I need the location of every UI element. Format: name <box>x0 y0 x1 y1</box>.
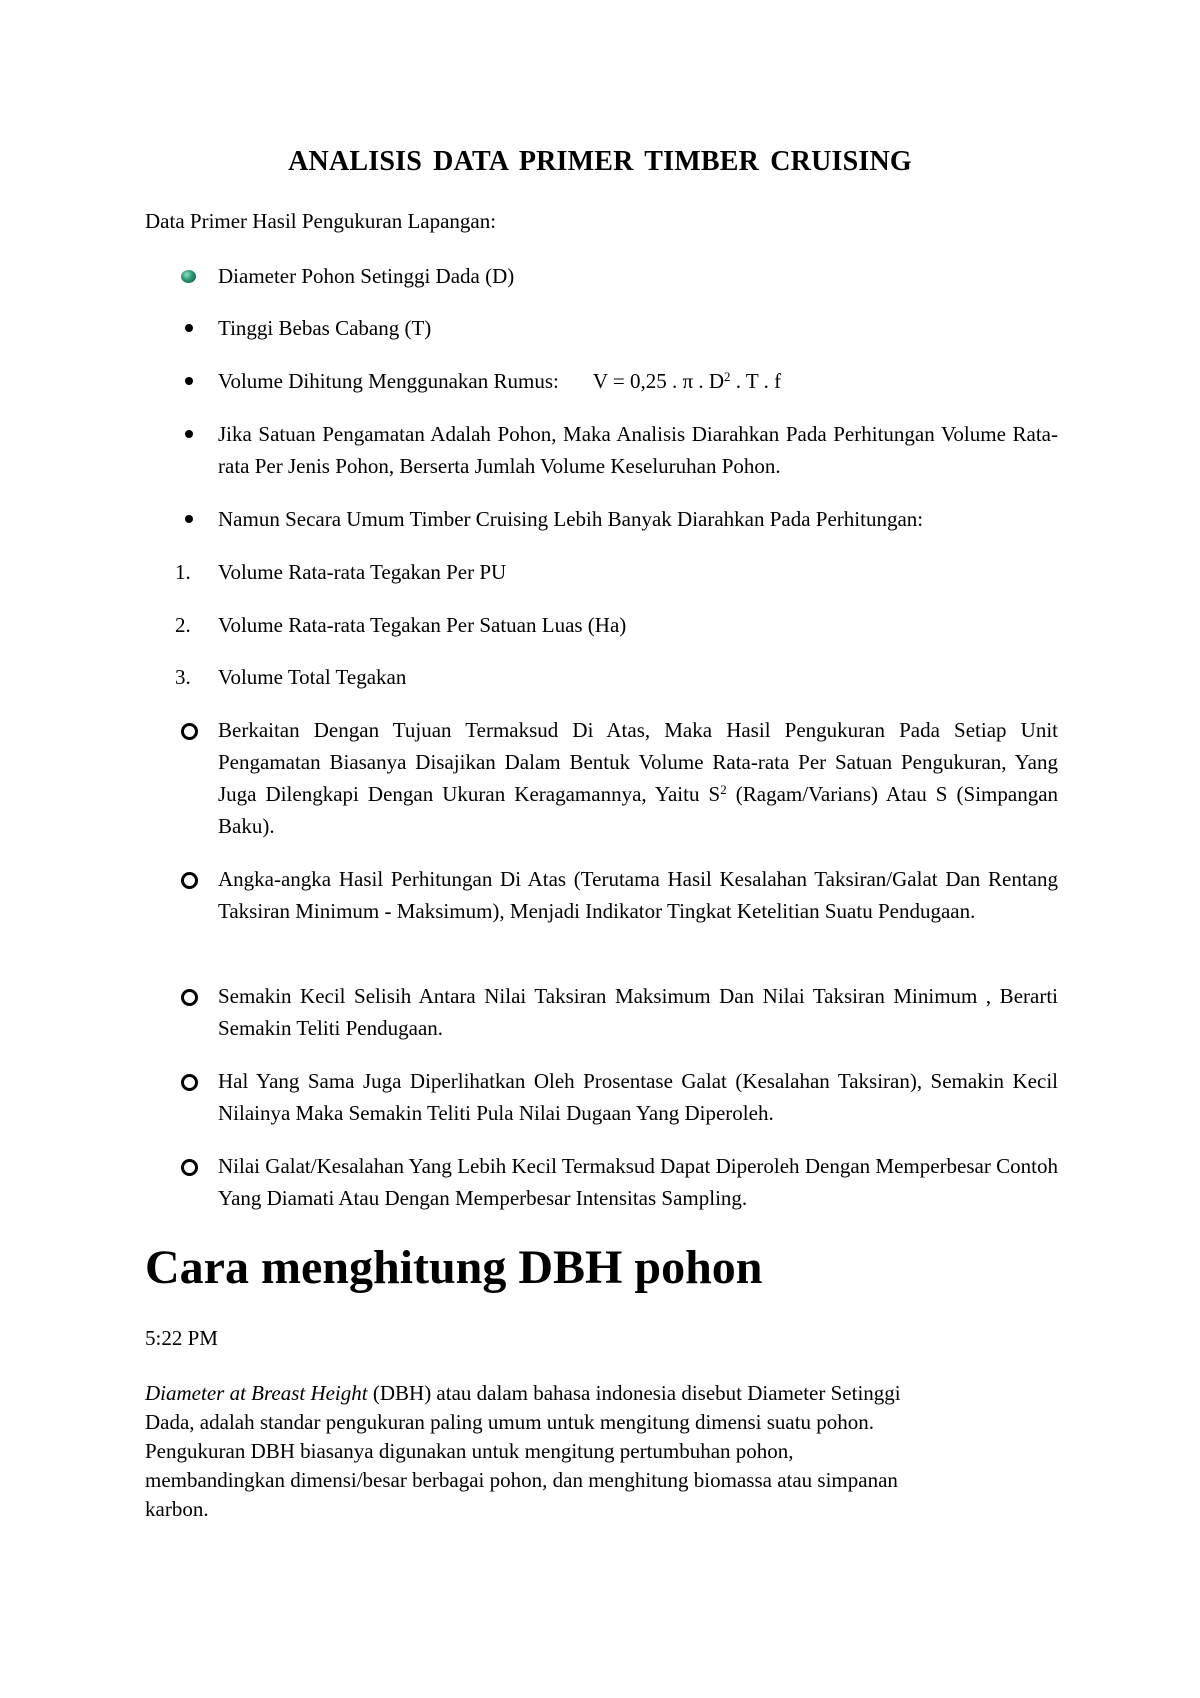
circle-bullet-icon <box>181 1159 198 1176</box>
bullet-marker <box>175 1065 205 1097</box>
volume-formula <box>593 365 781 397</box>
list-item <box>218 980 1058 1044</box>
list-item-text: Volume Rata-rata Tegakan Per PU <box>218 560 507 584</box>
bullet-marker <box>175 1150 205 1182</box>
list-item <box>218 418 1058 482</box>
green-bullet-icon <box>181 270 196 283</box>
list-item <box>218 365 1058 397</box>
item-number: 2. <box>175 613 191 637</box>
list-item <box>218 312 1058 344</box>
bullet-marker <box>175 418 205 450</box>
list-item <box>218 503 1058 535</box>
post-time: 5:22 PM <box>145 1326 218 1350</box>
italic-term: Diameter at Breast Height <box>145 1381 368 1405</box>
formula-part: . T . f <box>730 369 782 393</box>
dbh-paragraph <box>145 1379 1045 1524</box>
bullet-marker <box>175 312 205 344</box>
circle-bullet-icon <box>181 872 198 889</box>
number-marker <box>175 556 205 588</box>
paragraph-line: Pengukuran DBH biasanya digunakan untuk mengitung pertumbuhan pohon, <box>145 1439 794 1463</box>
bullet-dot-icon <box>185 430 193 438</box>
list-item-text: Volume Dihitung Menggunakan Rumus: <box>218 369 559 393</box>
bullet-marker <box>175 503 205 535</box>
list-item-text: Berkaitan Dengan Tujuan Termaksud Di Atas, Maka Hasil Pengukuran Pada Setiap Unit Pengamatan Biasanya Disajikan Dalam Bentuk Volume Rata-rata Per Satuan Pengukuran, Yang Juga Dilengkapi Dengan Ukuran Keragamannya, Yaitu S <box>218 718 1058 806</box>
list-item-text: Namun Secara Umum Timber Cruising Lebih Banyak Diarahkan Pada Perhitungan: <box>218 507 924 531</box>
numbered-item <box>175 556 1058 588</box>
list-item <box>218 863 1058 927</box>
bullet-marker <box>175 365 205 397</box>
circle-bullet-icon <box>181 723 198 740</box>
list-item <box>218 1150 1058 1214</box>
formula-superscript: 2 <box>724 369 731 384</box>
list-item-text: Semakin Kecil Selisih Antara Nilai Taksiran Maksimum Dan Nilai Taksiran Minimum , Berarti Semakin Teliti Pendugaan. <box>218 984 1058 1040</box>
paragraph-line: Dada, adalah standar pengukuran paling umum untuk mengitung dimensi suatu pohon. <box>145 1410 875 1434</box>
paragraph-text: (DBH) atau dalam bahasa indonesia disebut Diameter Setinggi <box>367 1381 901 1405</box>
superscript: 2 <box>720 782 727 797</box>
bullet-marker <box>175 260 205 292</box>
bullet-marker <box>175 714 205 746</box>
list-item <box>218 714 1058 842</box>
bullet-dot-icon <box>185 515 193 523</box>
list-item-text: Diameter Pohon Setinggi Dada (D) <box>218 264 515 288</box>
paragraph-line: karbon. <box>145 1497 209 1521</box>
bullet-marker <box>175 980 205 1012</box>
item-number: 1. <box>175 560 191 584</box>
circle-bullet-icon <box>181 989 198 1006</box>
circle-bullet-icon <box>181 1074 198 1091</box>
paragraph-line <box>145 1379 1045 1408</box>
number-marker <box>175 661 205 693</box>
bullet-dot-icon <box>185 324 193 332</box>
document-title: ANALISIS DATA PRIMER TIMBER CRUISING <box>288 146 912 177</box>
list-item-text: Jika Satuan Pengamatan Adalah Pohon, Maka Analisis Diarahkan Pada Perhitungan Volume Rata-rata Per Jenis Pohon, Berserta Jumlah Volume Keseluruhan Pohon. <box>218 422 1058 478</box>
item-number: 3. <box>175 665 191 689</box>
numbered-item <box>175 661 1058 693</box>
number-marker <box>175 609 205 641</box>
list-item-text: (Ragam/Varians) Atau S (Simpangan Baku). <box>218 782 1059 838</box>
list-item <box>218 260 1058 292</box>
formula-part: V = 0,25 . π . D <box>592 369 725 393</box>
list-item-text: Angka-angka Hasil Perhitungan Di Atas (Terutama Hasil Kesalahan Taksiran/Galat Dan Rentang Taksiran Minimum - Maksimum), Menjadi Indikator Tingkat Ketelitian Suatu Pendugaan. <box>218 867 1058 923</box>
bullet-marker <box>175 863 205 895</box>
list-item-text: Tinggi Bebas Cabang (T) <box>218 316 432 340</box>
list-item-text: Volume Total Tegakan <box>218 665 407 689</box>
bullet-dot-icon <box>185 377 193 385</box>
list-item <box>218 1065 1058 1129</box>
paragraph-line: membandingkan dimensi/besar berbagai pohon, dan menghitung biomassa atau simpanan <box>145 1468 898 1492</box>
list-item-text: Volume Rata-rata Tegakan Per Satuan Luas (Ha) <box>218 613 627 637</box>
list-item-text: Hal Yang Sama Juga Diperlihatkan Oleh Prosentase Galat (Kesalahan Taksiran), Semakin Kecil Nilainya Maka Semakin Teliti Pula Nilai Dugaan Yang Diperoleh. <box>218 1069 1058 1125</box>
list-item-text: Nilai Galat/Kesalahan Yang Lebih Kecil Termaksud Dapat Diperoleh Dengan Memperbesar Contoh Yang Diamati Atau Dengan Memperbesar Intensitas Sampling. <box>218 1154 1058 1210</box>
numbered-item <box>175 609 1058 641</box>
section-heading: Cara menghitung DBH pohon <box>145 1241 763 1294</box>
intro-text: Data Primer Hasil Pengukuran Lapangan: <box>145 209 497 233</box>
